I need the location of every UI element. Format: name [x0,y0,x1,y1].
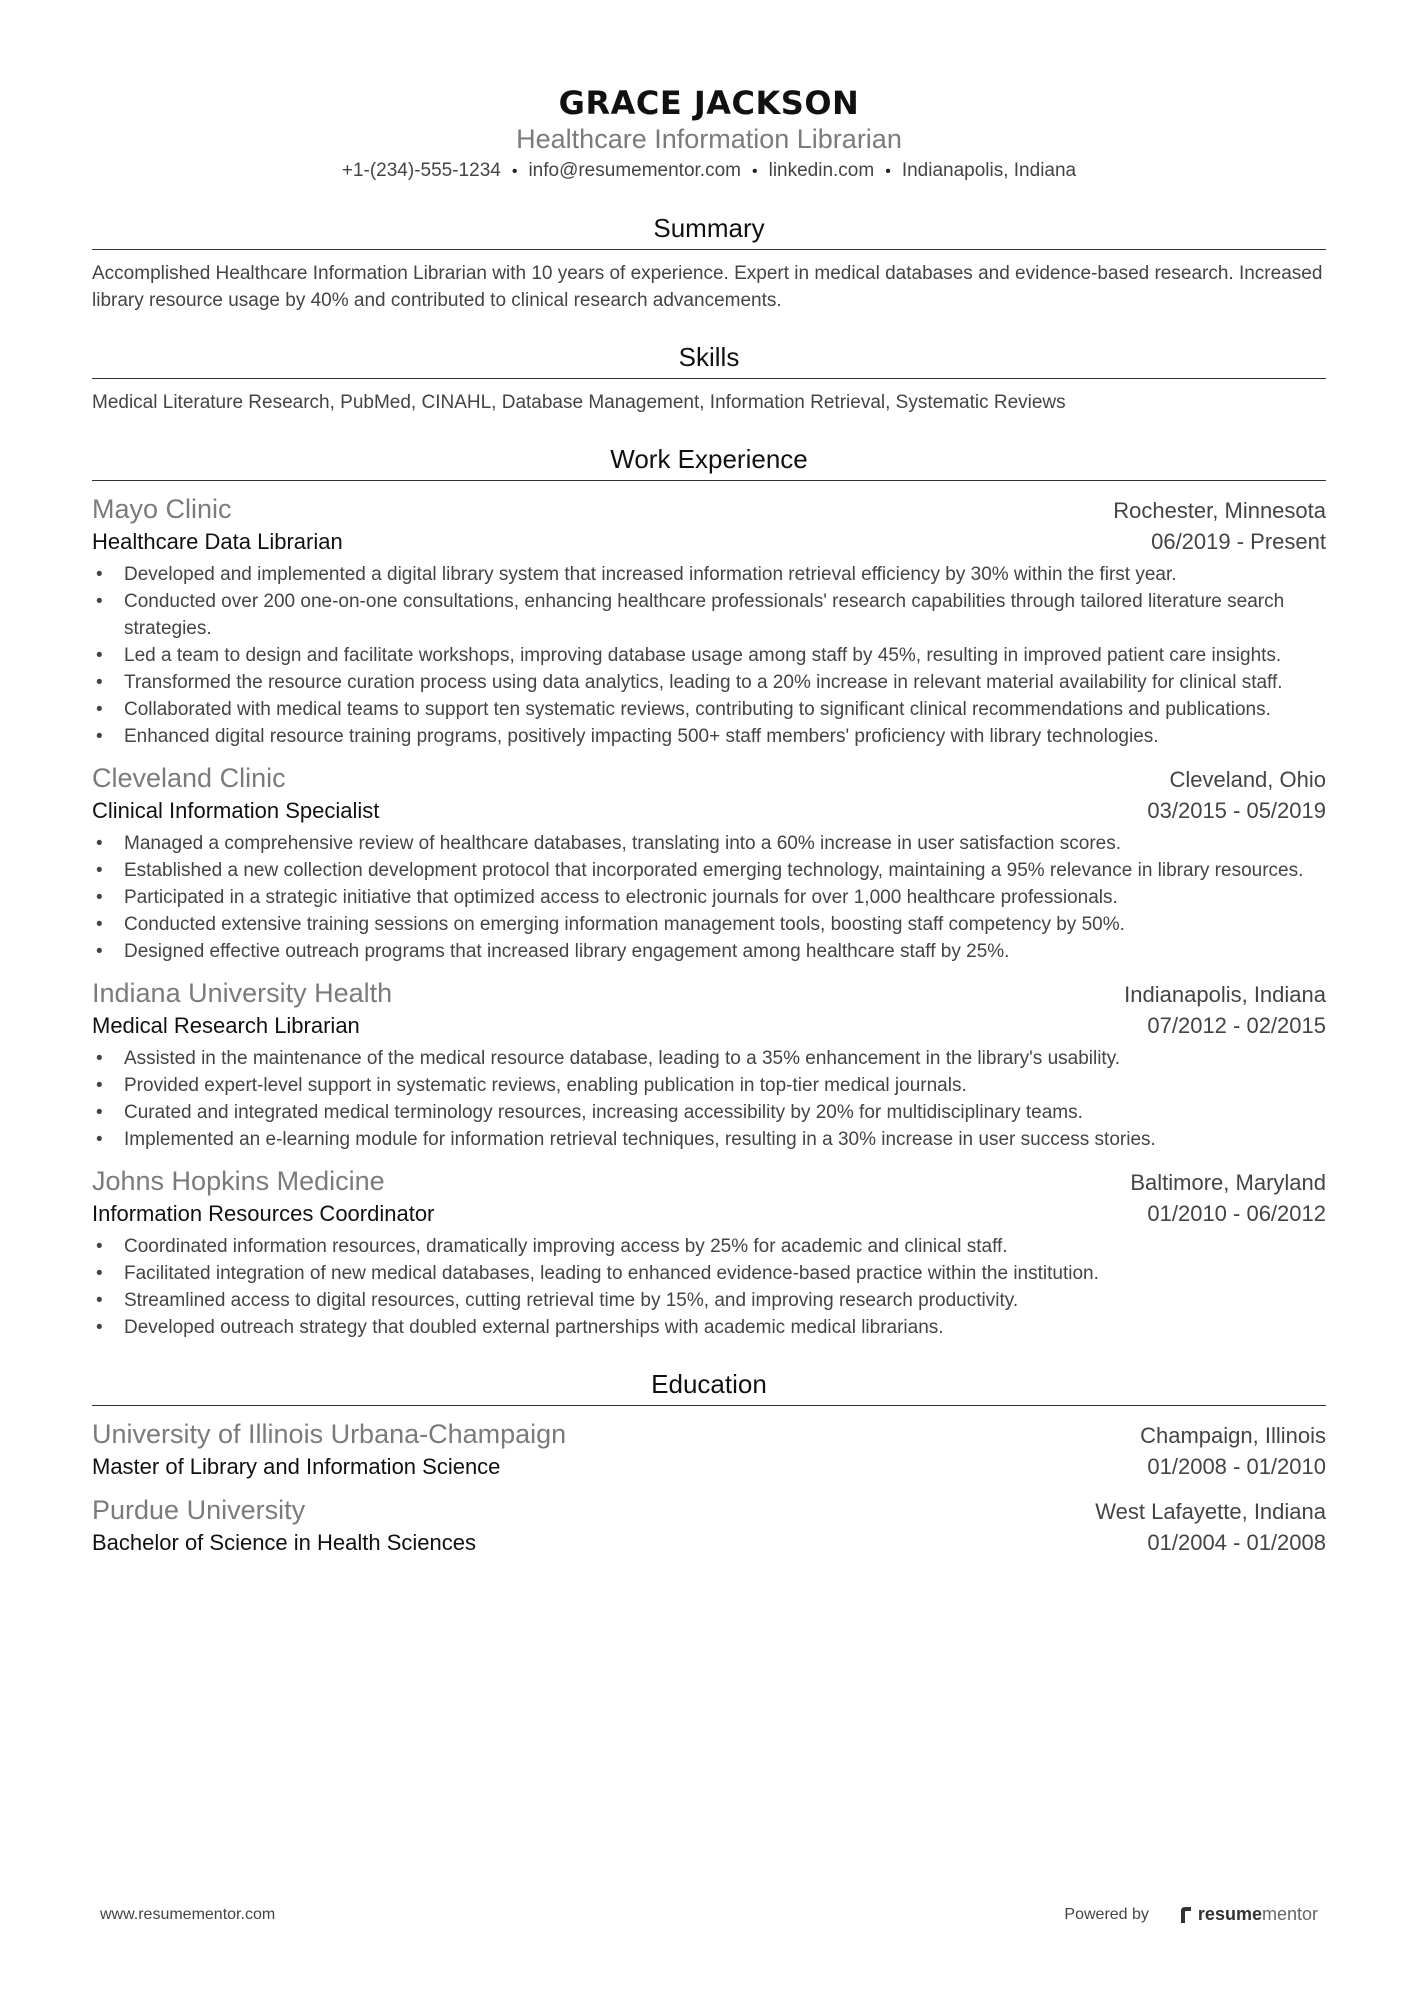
experience-section [92,442,1326,1341]
education-entry [92,1416,1326,1482]
school-name: Purdue University [92,1495,306,1525]
job-bullet: • Designed effective outreach programs that increased library engagement among healthcare staff by 25%. [92,938,1326,965]
job-bullet: • Transformed the resource curation process using data analytics, leading to a 20% increase in relevant material availability for clinical staff. [92,669,1326,696]
section-heading: Skills [92,340,1326,379]
section-heading: Education [92,1367,1326,1406]
summary-section [92,211,1326,314]
job-entry [92,760,1326,965]
resumementor-logo-icon [1179,1906,1193,1924]
summary-text: Accomplished Healthcare Information Librarian with 10 years of experience. Expert in medical databases and evidence-based research. Increased library resource usage by 40% and contributed to clinical research advancements. [92,263,1323,311]
contact-location: Indianapolis, Indiana [901,160,1077,181]
education-section [92,1367,1326,1558]
job-dates: 06/2019 - Present [1151,529,1326,554]
brand-logo[interactable] [1179,1904,1318,1925]
education-dates: 01/2008 - 01/2010 [1147,1454,1326,1479]
job-dates: 01/2010 - 06/2012 [1147,1201,1326,1226]
employer-name: Johns Hopkins Medicine [92,1166,385,1196]
employer-name: Indiana University Health [92,978,393,1008]
education-dates: 01/2004 - 01/2008 [1147,1530,1326,1555]
job-entry [92,1163,1326,1341]
bullet-separator: • [511,163,518,180]
job-bullet: • Facilitated integration of new medical databases, leading to enhanced evidence-based practice within the institution. [92,1260,1326,1287]
job-bullets [92,1045,1326,1153]
job-bullet: • Conducted extensive training sessions on emerging information management tools, boosting staff competency by 50%. [92,911,1326,938]
school-location: West Lafayette, Indiana [1095,1499,1326,1524]
job-bullet: • Streamlined access to digital resources, cutting retrieval time by 15%, and improving research productivity. [92,1287,1326,1314]
resume-page [92,84,1326,1558]
job-bullet: • Managed a comprehensive review of healthcare databases, translating into a 60% increase in user satisfaction scores. [92,830,1326,857]
job-bullet: • Collaborated with medical teams to support ten systematic reviews, contributing to significant clinical recommendations and publications. [92,696,1326,723]
job-title: Medical Research Librarian [92,1013,360,1038]
degree-name: Bachelor of Science in Health Sciences [92,1530,476,1555]
job-bullet: • Provided expert-level support in systematic reviews, enabling publication in top-tier medical journals. [92,1072,1326,1099]
brand-name-bold: resume [1197,1904,1262,1924]
job-bullets [92,830,1326,965]
degree-name: Master of Library and Information Science [92,1454,501,1479]
job-dates: 03/2015 - 05/2019 [1147,798,1326,823]
footer-website-link[interactable]: www.resumementor.com [100,1905,276,1923]
contact-phone: +1-(234)-555-1234 [341,160,501,181]
job-bullet: • Implemented an e-learning module for information retrieval techniques, resulting in a 30% increase in user success stories. [92,1126,1326,1153]
job-bullet: • Established a new collection development protocol that incorporated emerging technology, maintaining a 95% relevance in library resources. [92,857,1326,884]
job-entry [92,491,1326,750]
job-bullet: • Developed and implemented a digital library system that increased information retrieval efficiency by 30% within the first year. [92,561,1326,588]
job-location: Baltimore, Maryland [1130,1170,1326,1195]
job-location: Indianapolis, Indiana [1124,982,1326,1007]
job-location: Rochester, Minnesota [1113,498,1326,523]
section-heading: Work Experience [92,442,1326,481]
skills-section [92,340,1326,416]
school-name: University of Illinois Urbana-Champaign [92,1419,567,1449]
employer-name: Cleveland Clinic [92,763,286,793]
section-heading: Summary [92,211,1326,250]
contact-line [92,158,1326,185]
job-bullets [92,561,1326,750]
page-footer [100,1904,1318,1925]
skills-text: Medical Literature Research, PubMed, CINAHL, Database Management, Information Retrieval, Systematic Reviews [92,392,1066,413]
job-bullet: • Developed outreach strategy that doubled external partnerships with academic medical librarians. [92,1314,1326,1341]
job-bullet: • Assisted in the maintenance of the medical resource database, leading to a 35% enhancement in the library's usability. [92,1045,1326,1072]
candidate-title: Healthcare Information Librarian [516,124,902,154]
employer-name: Mayo Clinic [92,494,232,524]
powered-by [1064,1904,1318,1925]
job-bullet: • Enhanced digital resource training programs, positively impacting 500+ staff members' proficiency with library technologies. [92,723,1326,750]
job-entry [92,975,1326,1153]
job-title: Healthcare Data Librarian [92,529,343,554]
job-bullet: • Coordinated information resources, dramatically improving access by 25% for academic and clinical staff. [92,1233,1326,1260]
job-bullet: • Curated and integrated medical terminology resources, increasing accessibility by 20% for multidisciplinary teams. [92,1099,1326,1126]
school-location: Champaign, Illinois [1140,1423,1326,1448]
resume-header [92,84,1326,185]
job-bullet: • Participated in a strategic initiative that optimized access to electronic journals for over 1,000 healthcare professionals. [92,884,1326,911]
job-bullets [92,1233,1326,1341]
contact-email[interactable]: info@resumementor.com [528,160,741,181]
job-dates: 07/2012 - 02/2015 [1147,1013,1326,1038]
candidate-name: GRACE JACKSON [558,84,860,122]
education-entry [92,1492,1326,1558]
bullet-separator: • [751,163,758,180]
job-title: Clinical Information Specialist [92,798,380,823]
contact-linkedin[interactable]: linkedin.com [768,160,875,181]
powered-by-label: Powered by [1064,1905,1149,1923]
job-bullet: • Led a team to design and facilitate workshops, improving database usage among staff by 45%, resulting in improved patient care insights. [92,642,1326,669]
bullet-separator: • [885,163,891,180]
job-location: Cleveland, Ohio [1169,767,1326,792]
brand-name-light: mentor [1261,1904,1318,1924]
job-bullet: • Conducted over 200 one-on-one consultations, enhancing healthcare professionals' research capabilities through tailored literature search strategies. [92,588,1326,642]
job-title: Information Resources Coordinator [92,1201,435,1226]
